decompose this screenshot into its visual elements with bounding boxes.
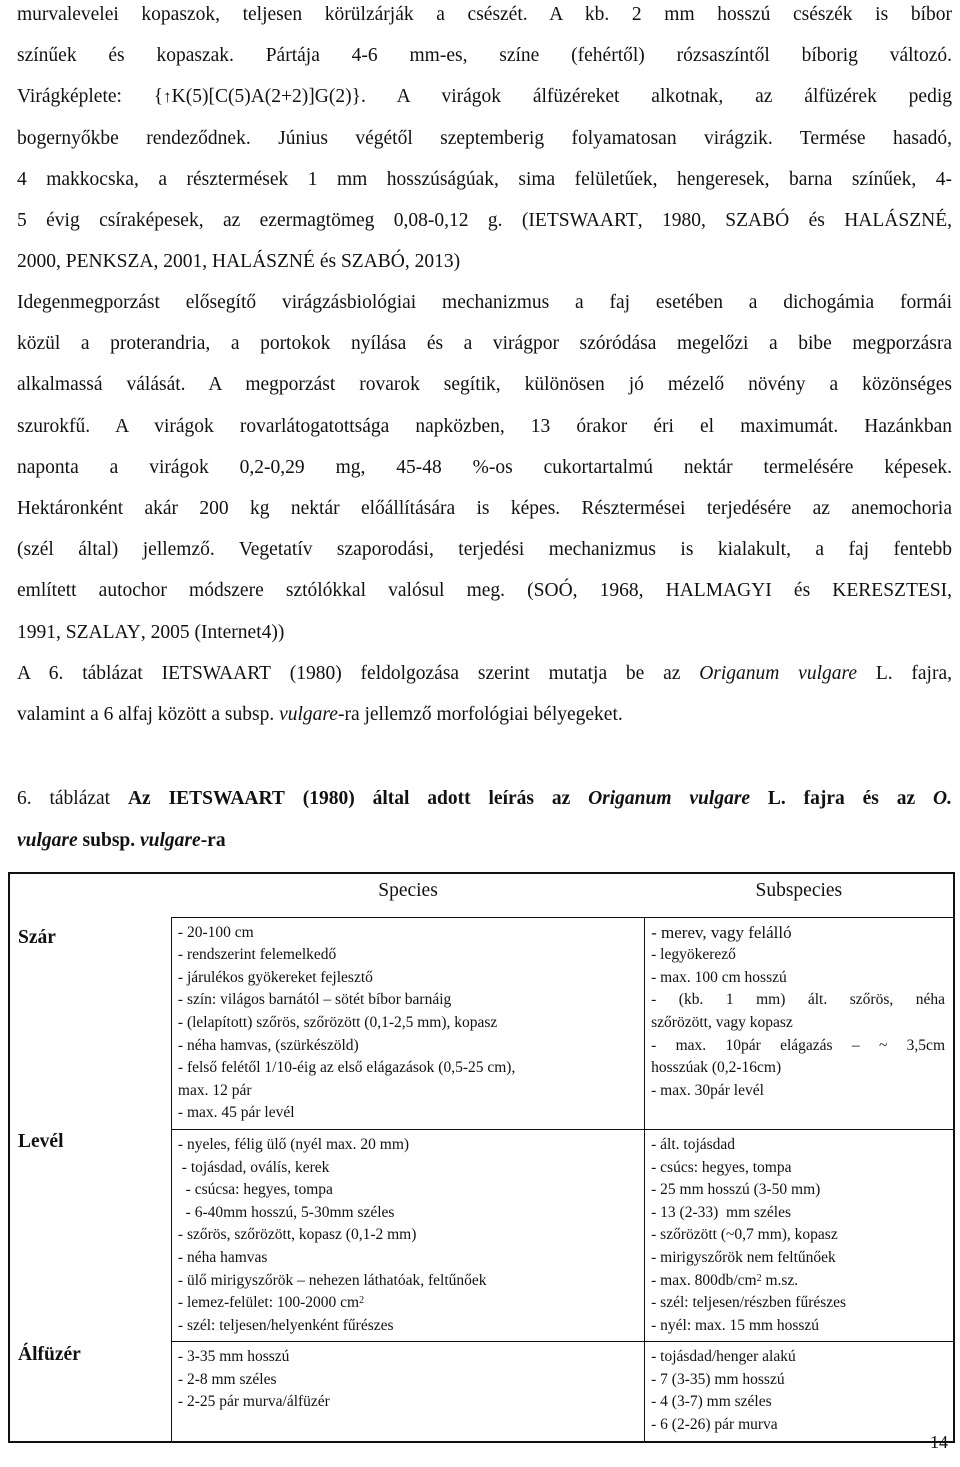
cell-line: - 20-100 cm — [177, 923, 254, 941]
text-line: vulgare subsp. vulgare-ra — [17, 830, 226, 851]
text-line: színűek és kopaszak. Pártája 4-6 mm-es, színe (fehértől) rózsaszíntől bíborig változó. — [17, 45, 952, 67]
text-line: 5 évig csíraképesek, az ezermagtömeg 0,08-0,12 g. (IETSWAART, 1980, SZABÓ és HALÁSZNÉ, — [17, 209, 953, 231]
row-category: Levél — [18, 1131, 64, 1153]
text-line: 1991, SZALAY, 2005 (Internet4)) — [17, 621, 285, 643]
cell-line: - szél: teljesen/helyenként fűrészes — [177, 1316, 394, 1334]
morphology-table — [8, 872, 955, 1443]
cell-line: - merev, vagy felálló — [651, 922, 792, 942]
paragraph-3 — [17, 653, 952, 735]
arrow-up-icon: ↑ — [163, 87, 172, 107]
cell-line: - 2-8 mm széles — [177, 1370, 277, 1388]
header-species: Species — [378, 880, 438, 901]
text-line: említett autochor módszere sztólókkal valósul meg. (SOÓ, 1968, HALMAGYI és KERESZTESI, — [17, 580, 952, 602]
cell-line: - tojásdad/henger alakú — [651, 1348, 796, 1366]
cell-line: - nyél: max. 15 mm hosszú — [651, 1316, 820, 1334]
cell-line: - ülő mirigyszőrök – nehezen láthatóak, feltűnőek — [177, 1271, 487, 1289]
text-line: 6. táblázat Az IETSWAART (1980) által adott leírás az Origanum vulgare L. fajra és az O. — [17, 788, 952, 809]
table-row — [9, 1129, 954, 1341]
text-line: A 6. táblázat IETSWAART (1980) feldolgozása szerint mutatja be az Origanum vulgare L. fajra, — [17, 663, 952, 684]
text-line: valamint a 6 alfaj között a subsp. vulgare-ra jellemző morfológiai bélyegeket. — [17, 704, 623, 726]
subspecies-cell — [645, 1342, 954, 1442]
text-line: Hektáronként akár 200 kg nektár előállítására is képes. Résztermései terjedésére az anemochoria — [17, 497, 952, 519]
cell-line: - szín: világos barnától – sötét bíbor barnáig — [177, 991, 452, 1009]
cell-line: - rendszerint felemelkedő — [177, 946, 337, 964]
cell-line: - max. 30pár levél — [651, 1081, 764, 1099]
cell-line: - tojásdad, oválís, kerek — [177, 1158, 330, 1176]
text-line: 2000, PENKSZA, 2001, HALÁSZNÉ és SZABÓ, 2013) — [17, 251, 461, 273]
cell-line: - szőrözött (~0,7 mm), kopasz — [651, 1226, 838, 1244]
cell-line: hosszúak (0,2-16cm) — [651, 1059, 782, 1077]
row-category: Szár — [18, 927, 56, 949]
subspecies-cell — [645, 917, 954, 1129]
cell-line: - néha hamvas, (szürkészöld) — [177, 1036, 359, 1054]
cell-line: - lemez-felület: 100-2000 $cm^2$ — [177, 1294, 365, 1312]
species-cell — [171, 1129, 644, 1341]
page-number: 14 — [930, 1432, 948, 1452]
cell-line: szőrözött, vagy kopasz — [651, 1013, 793, 1031]
text-line: naponta a virágok 0,2-0,29 mg, 45-48 %-os cukortartalmú nektár termelésére képesek. — [17, 456, 952, 478]
cell-line: - 7 (3-35) mm hosszú — [651, 1370, 785, 1388]
cell-line: - max. 10pár elágazás – ~ 3,5cm — [651, 1036, 945, 1054]
cell-line: - 4 (3-7) mm széles — [651, 1393, 772, 1411]
cell-line: - (lelapított) szőrös, szőrözött (0,1-2,5 mm), kopasz — [177, 1013, 498, 1031]
paragraph-1 — [17, 0, 952, 282]
text-line: 4 makkocska, a résztermések 1 mm hosszúságúak, sima felületűek, hengeresek, barna színűek, 4- — [17, 168, 952, 190]
cell-line: - csúcs: hegyes, tompa — [651, 1158, 792, 1176]
paragraph-2 — [17, 282, 952, 653]
cell-line: - legyökerező — [651, 946, 736, 964]
table-row — [9, 917, 954, 1129]
text-line: Idegenmegporzást elősegítő virágzásbiológiai mechanizmus a faj esetében a dichogámia formái — [17, 292, 952, 313]
cell-line: - max. $800db/cm^2$ m.sz. — [651, 1271, 799, 1289]
subspecies-cell — [645, 1129, 954, 1341]
cell-line: - járulékos gyökereket fejlesztő — [177, 968, 373, 986]
text-line: szurokfű. A virágok rovarlátogatottsága napközben, 13 órakor éri el maximumát. Hazánkban — [17, 415, 952, 437]
header-subspecies: Subspecies — [755, 880, 843, 901]
text-line: (szél által) jellemző. Vegetatív szaporodási, terjedési mechanizmus is kialakult, a faj fentebb — [17, 539, 952, 561]
cell-line: - max. 100 cm hosszú — [651, 968, 787, 986]
text-line: murvalevelei kopaszok, teljesen körülzárják a csészét. A kb. 2 mm hosszú csészék is bíbor — [17, 4, 952, 25]
header-empty — [9, 873, 171, 917]
cell-line: - mirigyszőrök nem feltűnőek — [651, 1248, 836, 1266]
cell-line: - 3-35 mm hosszú — [177, 1348, 290, 1366]
table-row — [9, 1342, 954, 1442]
cell-line: - néha hamvas — [177, 1248, 268, 1266]
text-line: közül a proterandria, a portokok nyílása és a virágpor szóródása megelőzi a bibe megporzásra — [17, 333, 952, 355]
cell-line: - felső felétől 1/10-éig az első elágazások (0,5-25 cm), — [177, 1059, 516, 1077]
text-line: alkalmassá válását. A megporzást rovarok segítik, különösen jó mézelő növény a közönséges — [17, 374, 952, 396]
row-category: Álfüzér — [18, 1343, 81, 1365]
species-cell — [171, 1342, 644, 1442]
cell-line: - ált. tojásdad — [651, 1135, 736, 1153]
table-header-row — [9, 873, 954, 917]
cell-line: - 6-40mm hosszú, 5-30mm széles — [177, 1203, 395, 1221]
cell-line: - 2-25 pár murva/álfüzér — [177, 1393, 330, 1411]
cell-line: max. 12 pár — [177, 1081, 252, 1099]
cell-line: - csúcsa: hegyes, tompa — [177, 1181, 333, 1199]
text-line: Virágképlete: {↑K(5)[C(5)A(2+2)]G(2)}. A virágok álfüzéreket alkotnak, az álfüzérek pedig — [17, 76, 952, 117]
text-line: bogernyőkbe rendeződnek. Június végétől szeptemberig folyamatosan virágzik. Termése hasadó, — [17, 127, 952, 149]
cell-line: - szőrös, szőrözött, kopasz (0,1-2 mm) — [177, 1226, 417, 1244]
cell-line: - 6 (2-26) pár murva — [651, 1416, 778, 1434]
cell-line: - (kb. 1 mm) ált. szőrös, néha — [651, 991, 945, 1009]
table-caption — [17, 778, 952, 862]
cell-line: - max. 45 pár levél — [177, 1104, 295, 1122]
cell-line: - 25 mm hosszú (3-50 mm) — [651, 1181, 821, 1199]
cell-line: - nyeles, félig ülő (nyél max. 20 mm) — [177, 1135, 410, 1153]
species-cell — [171, 917, 644, 1129]
cell-line: - 13 (2-33) mm széles — [651, 1203, 792, 1221]
cell-line: - szél: teljesen/részben fűrészes — [651, 1294, 847, 1312]
